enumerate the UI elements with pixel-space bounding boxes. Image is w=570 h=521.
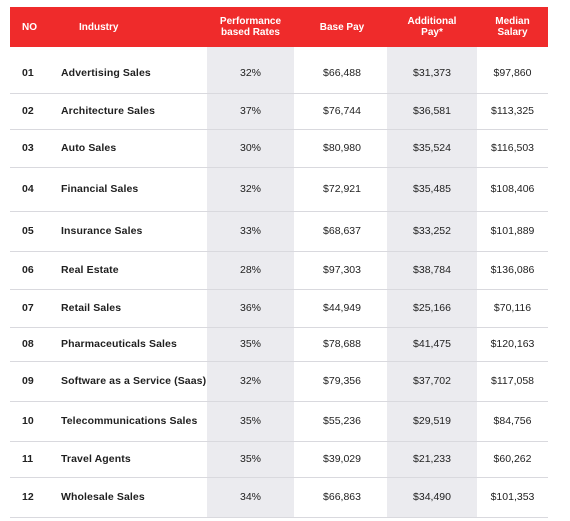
cell-rate: 33% bbox=[239, 225, 261, 237]
cell-no: 03 bbox=[22, 142, 34, 154]
cell-no: 02 bbox=[22, 105, 34, 117]
cell-industry: Travel Agents bbox=[61, 453, 131, 465]
cell-no: 01 bbox=[22, 67, 34, 79]
header-additional bbox=[387, 7, 477, 47]
cell-additional: $33,252 bbox=[413, 225, 451, 237]
cell-median: $101,889 bbox=[490, 225, 535, 237]
cell-no: 05 bbox=[22, 225, 34, 237]
cell-industry: Insurance Sales bbox=[61, 225, 143, 237]
cell-additional: $37,702 bbox=[413, 375, 451, 387]
cell-median: $120,163 bbox=[490, 338, 535, 350]
cell-base: $79,356 bbox=[323, 375, 361, 387]
header-median-line2: Salary bbox=[497, 27, 528, 38]
cell-median: $116,503 bbox=[490, 142, 534, 154]
cell-additional: $25,166 bbox=[413, 302, 451, 314]
cell-additional: $35,524 bbox=[413, 142, 451, 154]
table-row bbox=[10, 251, 548, 290]
cell-additional: $41,475 bbox=[413, 338, 451, 350]
table-row bbox=[10, 289, 548, 328]
cell-industry: Wholesale Sales bbox=[61, 491, 145, 503]
header-rates bbox=[207, 7, 294, 47]
cell-industry: Architecture Sales bbox=[61, 105, 156, 117]
cell-base: $55,236 bbox=[323, 415, 361, 427]
header-median bbox=[477, 7, 548, 47]
table-row bbox=[10, 129, 548, 168]
cell-additional: $34,490 bbox=[413, 491, 451, 503]
table-row bbox=[10, 401, 548, 442]
cell-industry: Retail Sales bbox=[61, 302, 122, 314]
cell-base: $39,029 bbox=[323, 453, 361, 465]
cell-base: $68,637 bbox=[323, 225, 361, 237]
cell-no: 06 bbox=[22, 264, 34, 276]
cell-median: $70,116 bbox=[493, 302, 532, 314]
table-row bbox=[10, 211, 548, 252]
cell-additional: $31,373 bbox=[413, 67, 451, 79]
cell-median: $60,262 bbox=[493, 453, 532, 465]
table-row bbox=[10, 93, 548, 130]
cell-industry: Advertising Sales bbox=[61, 67, 151, 79]
cell-no: 07 bbox=[22, 302, 34, 314]
cell-industry: Telecommunications Sales bbox=[61, 415, 198, 427]
cell-median: $117,058 bbox=[490, 375, 534, 387]
cell-rate: 35% bbox=[239, 338, 261, 350]
header-additional-line2: Pay* bbox=[421, 27, 443, 38]
header-additional-line1: Additional bbox=[407, 16, 457, 27]
cell-base: $66,488 bbox=[323, 67, 361, 79]
header-industry: Industry bbox=[79, 21, 119, 33]
cell-industry: Pharmaceuticals Sales bbox=[61, 338, 177, 350]
cell-base: $44,949 bbox=[323, 302, 361, 314]
table-row bbox=[10, 441, 548, 478]
header-median-line1: Median bbox=[495, 16, 530, 27]
cell-additional: $21,233 bbox=[413, 453, 451, 465]
cell-rate: 32% bbox=[239, 375, 261, 387]
table-row bbox=[10, 477, 548, 518]
cell-rate: 28% bbox=[239, 264, 261, 276]
cell-rate: 35% bbox=[239, 453, 261, 465]
cell-median: $101,353 bbox=[490, 491, 535, 503]
cell-rate: 30% bbox=[239, 142, 261, 154]
cell-no: 11 bbox=[22, 453, 34, 465]
cell-base: $76,744 bbox=[323, 105, 361, 117]
cell-base: $97,303 bbox=[323, 264, 361, 276]
table-row bbox=[10, 53, 548, 94]
header-no: NO bbox=[22, 21, 37, 33]
cell-additional: $29,519 bbox=[413, 415, 451, 427]
cell-no: 04 bbox=[22, 183, 34, 195]
cell-rate: 32% bbox=[239, 183, 261, 195]
cell-base: $72,921 bbox=[323, 183, 361, 195]
cell-additional: $36,581 bbox=[413, 105, 451, 117]
header-rates-line2: based Rates bbox=[221, 27, 280, 38]
table-row bbox=[10, 361, 548, 402]
cell-rate: 34% bbox=[239, 491, 261, 503]
cell-median: $97,860 bbox=[493, 67, 532, 79]
cell-median: $84,756 bbox=[493, 415, 532, 427]
cell-rate: 32% bbox=[239, 67, 261, 79]
cell-median: $108,406 bbox=[490, 183, 535, 195]
cell-industry: Real Estate bbox=[61, 264, 119, 276]
cell-rate: 35% bbox=[239, 415, 261, 427]
cell-base: $78,688 bbox=[323, 338, 361, 350]
table-header bbox=[10, 7, 548, 47]
table-row bbox=[10, 167, 548, 212]
cell-rate: 37% bbox=[239, 105, 261, 117]
header-rates-line1: Performance bbox=[219, 16, 282, 27]
table-row bbox=[10, 327, 548, 362]
cell-median: $136,086 bbox=[490, 264, 535, 276]
cell-no: 08 bbox=[22, 338, 34, 350]
cell-additional: $35,485 bbox=[413, 183, 451, 195]
cell-median: $113,325 bbox=[490, 105, 534, 117]
cell-base: $66,863 bbox=[323, 491, 361, 503]
cell-no: 12 bbox=[22, 491, 34, 503]
header-base-pay: Base Pay bbox=[319, 21, 365, 33]
cell-industry: Auto Sales bbox=[61, 142, 117, 154]
cell-base: $80,980 bbox=[323, 142, 361, 154]
cell-no: 09 bbox=[22, 375, 34, 387]
cell-industry: Software as a Service (Saas) bbox=[61, 375, 207, 387]
cell-no: 10 bbox=[22, 415, 34, 427]
cell-rate: 36% bbox=[239, 302, 261, 314]
cell-additional: $38,784 bbox=[413, 264, 451, 276]
cell-industry: Financial Sales bbox=[61, 183, 139, 195]
